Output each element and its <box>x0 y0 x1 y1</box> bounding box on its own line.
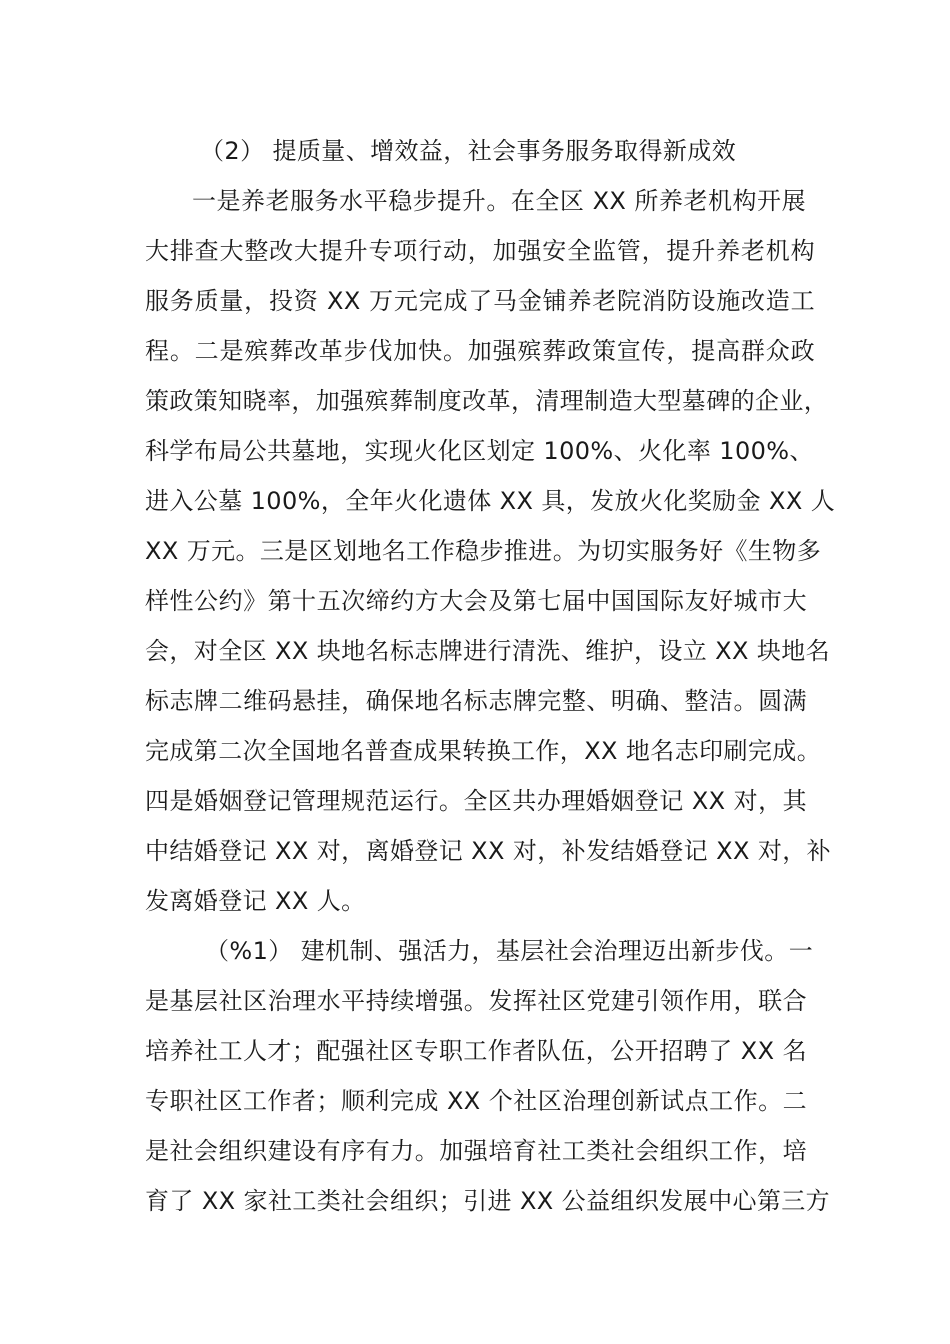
paragraph-line: 四是婚姻登记管理规范运行。全区共办理婚姻登记 XX 对，其 <box>145 787 807 815</box>
paragraph-line: 服务质量，投资 XX 万元完成了马金铺养老院消防设施改造工 <box>145 287 815 315</box>
paragraph-line: 程。二是殡葬改革步伐加快。加强殡葬政策宣传，提高群众政 <box>145 337 815 365</box>
paragraph-line: 标志牌二维码悬挂，确保地名标志牌完整、明确、整洁。圆满 <box>145 687 807 715</box>
paragraph-line: 策政策知晓率，加强殡葬制度改革，清理制造大型墓碑的企业， <box>145 387 829 415</box>
paragraph-line: 完成第二次全国地名普查成果转换工作，XX 地名志印刷完成。 <box>145 737 822 765</box>
paragraph-line: 样性公约》第十五次缔约方大会及第七届中国国际友好城市大 <box>145 587 807 615</box>
paragraph-line: 中结婚登记 XX 对，离婚登记 XX 对，补发结婚登记 XX 对，补 <box>145 837 832 865</box>
paragraph-line: 是社会组织建设有序有力。加强培育社工类社会组织工作，培 <box>145 1137 807 1165</box>
section-heading: （2） 提质量、增效益，社会事务服务取得新成效 <box>200 137 737 165</box>
paragraph-line: 是基层社区治理水平持续增强。发挥社区党建引领作用，联合 <box>145 987 807 1015</box>
paragraph-line: 育了 XX 家社工类社会组织；引进 XX 公益组织发展中心第三方 <box>145 1187 831 1215</box>
paragraph-line: 大排查大整改大提升专项行动，加强安全监管，提升养老机构 <box>145 237 815 265</box>
paragraph-line: 专职社区工作者；顺利完成 XX 个社区治理创新试点工作。二 <box>145 1087 807 1115</box>
paragraph-line: 会，对全区 XX 块地名标志牌进行清洗、维护，设立 XX 块地名 <box>145 637 831 665</box>
paragraph-line: XX 万元。三是区划地名工作稳步推进。为切实服务好《生物多 <box>145 537 822 565</box>
paragraph-line: 一是养老服务水平稳步提升。在全区 XX 所养老机构开展 <box>192 187 806 215</box>
paragraph-line: 进入公墓 100%，全年火化遗体 XX 具，发放火化奖励金 XX 人 <box>145 487 836 515</box>
paragraph-line: 科学布局公共墓地，实现火化区划定 100%、火化率 100%、 <box>145 437 814 465</box>
paragraph-line: 发离婚登记 XX 人。 <box>145 887 366 915</box>
paragraph-line: 培养社工人才；配强社区专职工作者队伍，公开招聘了 XX 名 <box>145 1037 807 1065</box>
section-heading: （%1） 建机制、强活力，基层社会治理迈出新步伐。一 <box>205 937 814 965</box>
